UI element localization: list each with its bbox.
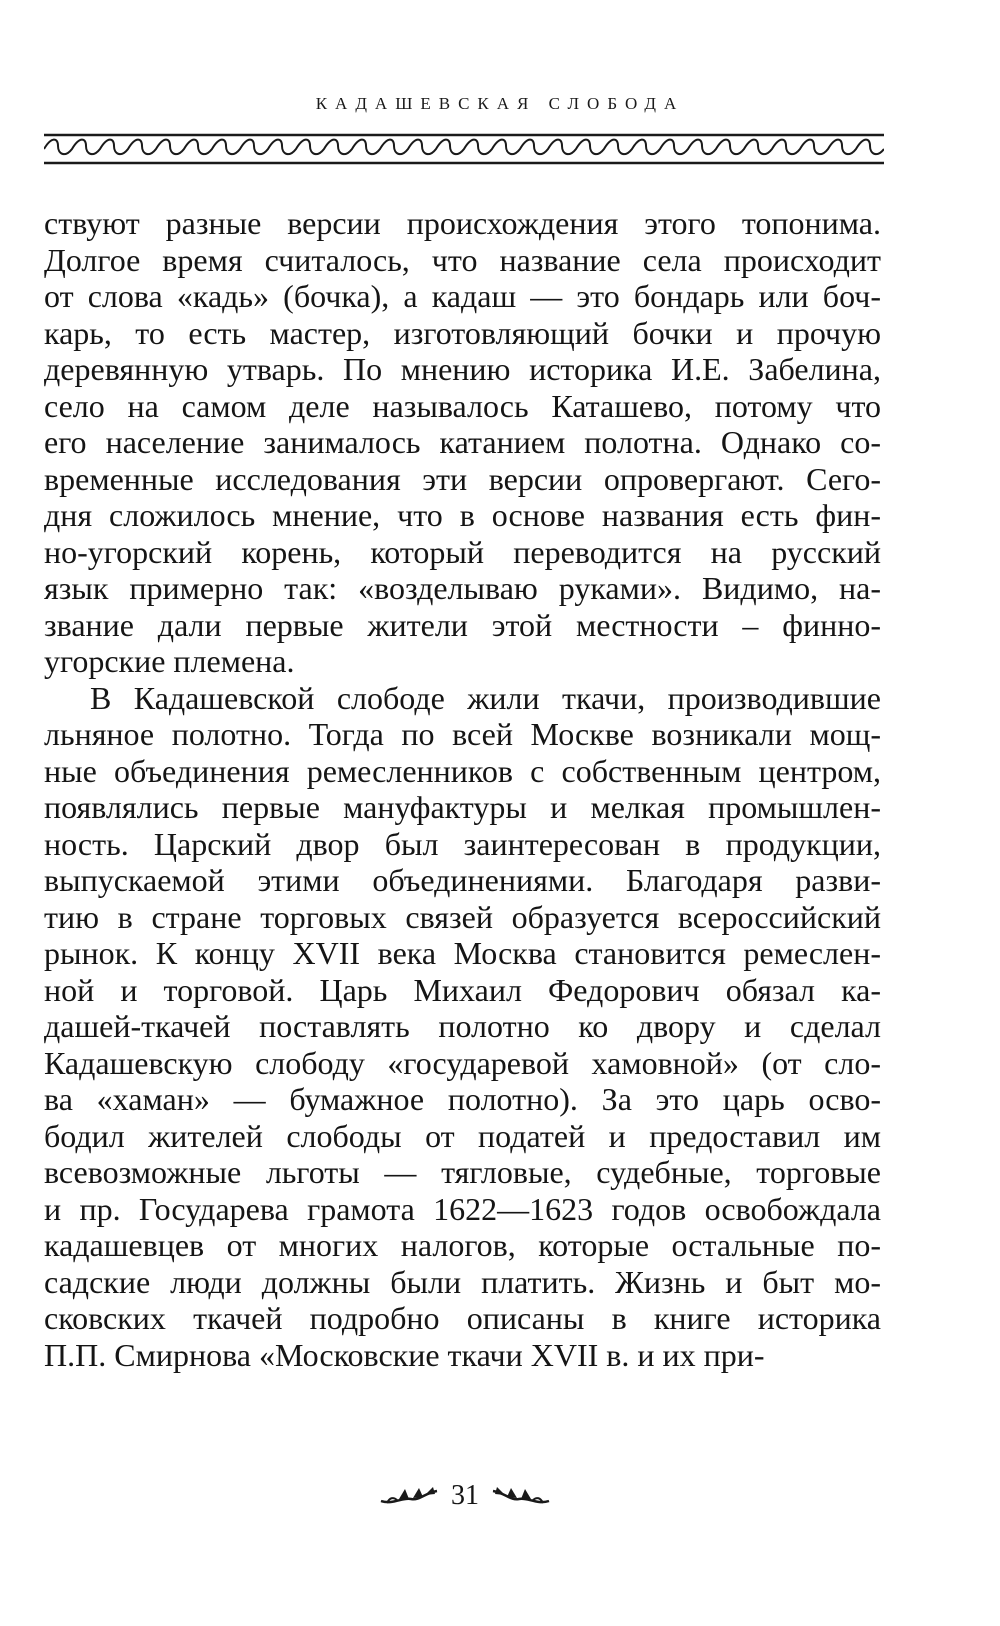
leaf-flourish-left-icon <box>379 1483 441 1509</box>
leaf-flourish-right-icon <box>489 1483 551 1509</box>
text-line: звание дали первые жители этой местности – финно- <box>44 606 881 643</box>
text-line: село на самом деле называлось Каташево, потому что <box>44 387 881 424</box>
text-line: ной и торговой. Царь Михаил Федорович обязал ка- <box>44 971 881 1008</box>
text-line: П.П. Смирнова «Московские ткачи XVII в. и их при- <box>44 1336 765 1373</box>
text-line: угорские племена. <box>44 643 295 679</box>
page-footer <box>0 1480 930 1517</box>
text-line: ность. Царский двор был заинтересован в продукции, <box>44 825 881 862</box>
text-line: язык примерно так: «возделываю руками». Видимо, на- <box>44 570 881 606</box>
text-line: Долгое время считалось, что название села происходит <box>44 241 881 278</box>
text-line: карь, то есть мастер, изготовляющий бочки и прочую <box>44 314 881 351</box>
text-line: всевозможные льготы — тягловые, судебные, торговые <box>44 1154 881 1190</box>
text-line: но-угорский корень, который переводится на русский <box>44 533 881 570</box>
text-line: сковских ткачей подробно описаны в книге историка <box>44 1300 881 1336</box>
text-line: В Кадашевской слободе жили ткачи, производившие <box>90 679 881 716</box>
text-line: от слова «кадь» (бочка), а кадаш — это бондарь или боч- <box>44 278 881 314</box>
running-head: КАДАШЕВСКАЯ СЛОБОДА <box>315 94 685 113</box>
text-line: и пр. Государева грамота 1622—1623 годов освобождала <box>44 1190 881 1227</box>
text-line: льняное полотно. Тогда по всей Москве возникали мощ- <box>44 716 881 752</box>
text-line: рынок. К концу XVII века Москва становится ремеслен- <box>44 935 881 971</box>
text-line: появлялись первые мануфактуры и мелкая промышлен- <box>44 789 881 825</box>
page-number: 31 <box>451 1480 479 1511</box>
body-text <box>44 205 881 1373</box>
text-line: дня сложилось мнение, что в основе названия есть фин- <box>44 497 881 533</box>
text-line: ва «хаман» — бумажное полотно). За это царь осво- <box>44 1081 881 1117</box>
text-line: кадашевцев от многих налогов, которые остальные по- <box>44 1227 881 1263</box>
text-line: бодил жителей слободы от податей и предоставил им <box>44 1117 881 1154</box>
text-line: тию в стране торговых связей образуется всероссийский <box>44 898 881 935</box>
text-line: ные объединения ремесленников с собственным центром, <box>44 752 881 789</box>
text-line: его население занималось катанием полотна. Однако со- <box>44 424 881 460</box>
text-line: выпускаемой этими объединениями. Благодаря разви- <box>44 862 881 898</box>
wave-ornament-rule <box>44 132 884 166</box>
paragraph-2 <box>44 680 881 1374</box>
text-line: Кадашевскую слободу «государевой хамовной» (от сло- <box>44 1044 881 1081</box>
text-line: временные исследования эти версии опровергают. Сего- <box>44 460 881 497</box>
text-line: ствуют разные версии происхождения этого топонима. <box>44 205 881 241</box>
text-line: дашей-ткачей поставлять полотно ко двору и сделал <box>44 1008 881 1044</box>
paragraph-1 <box>44 205 881 680</box>
text-line: садские люди должны были платить. Жизнь и быт мо- <box>44 1263 881 1300</box>
text-line: деревянную утварь. По мнению историка И.Е. Забелина, <box>44 351 881 387</box>
